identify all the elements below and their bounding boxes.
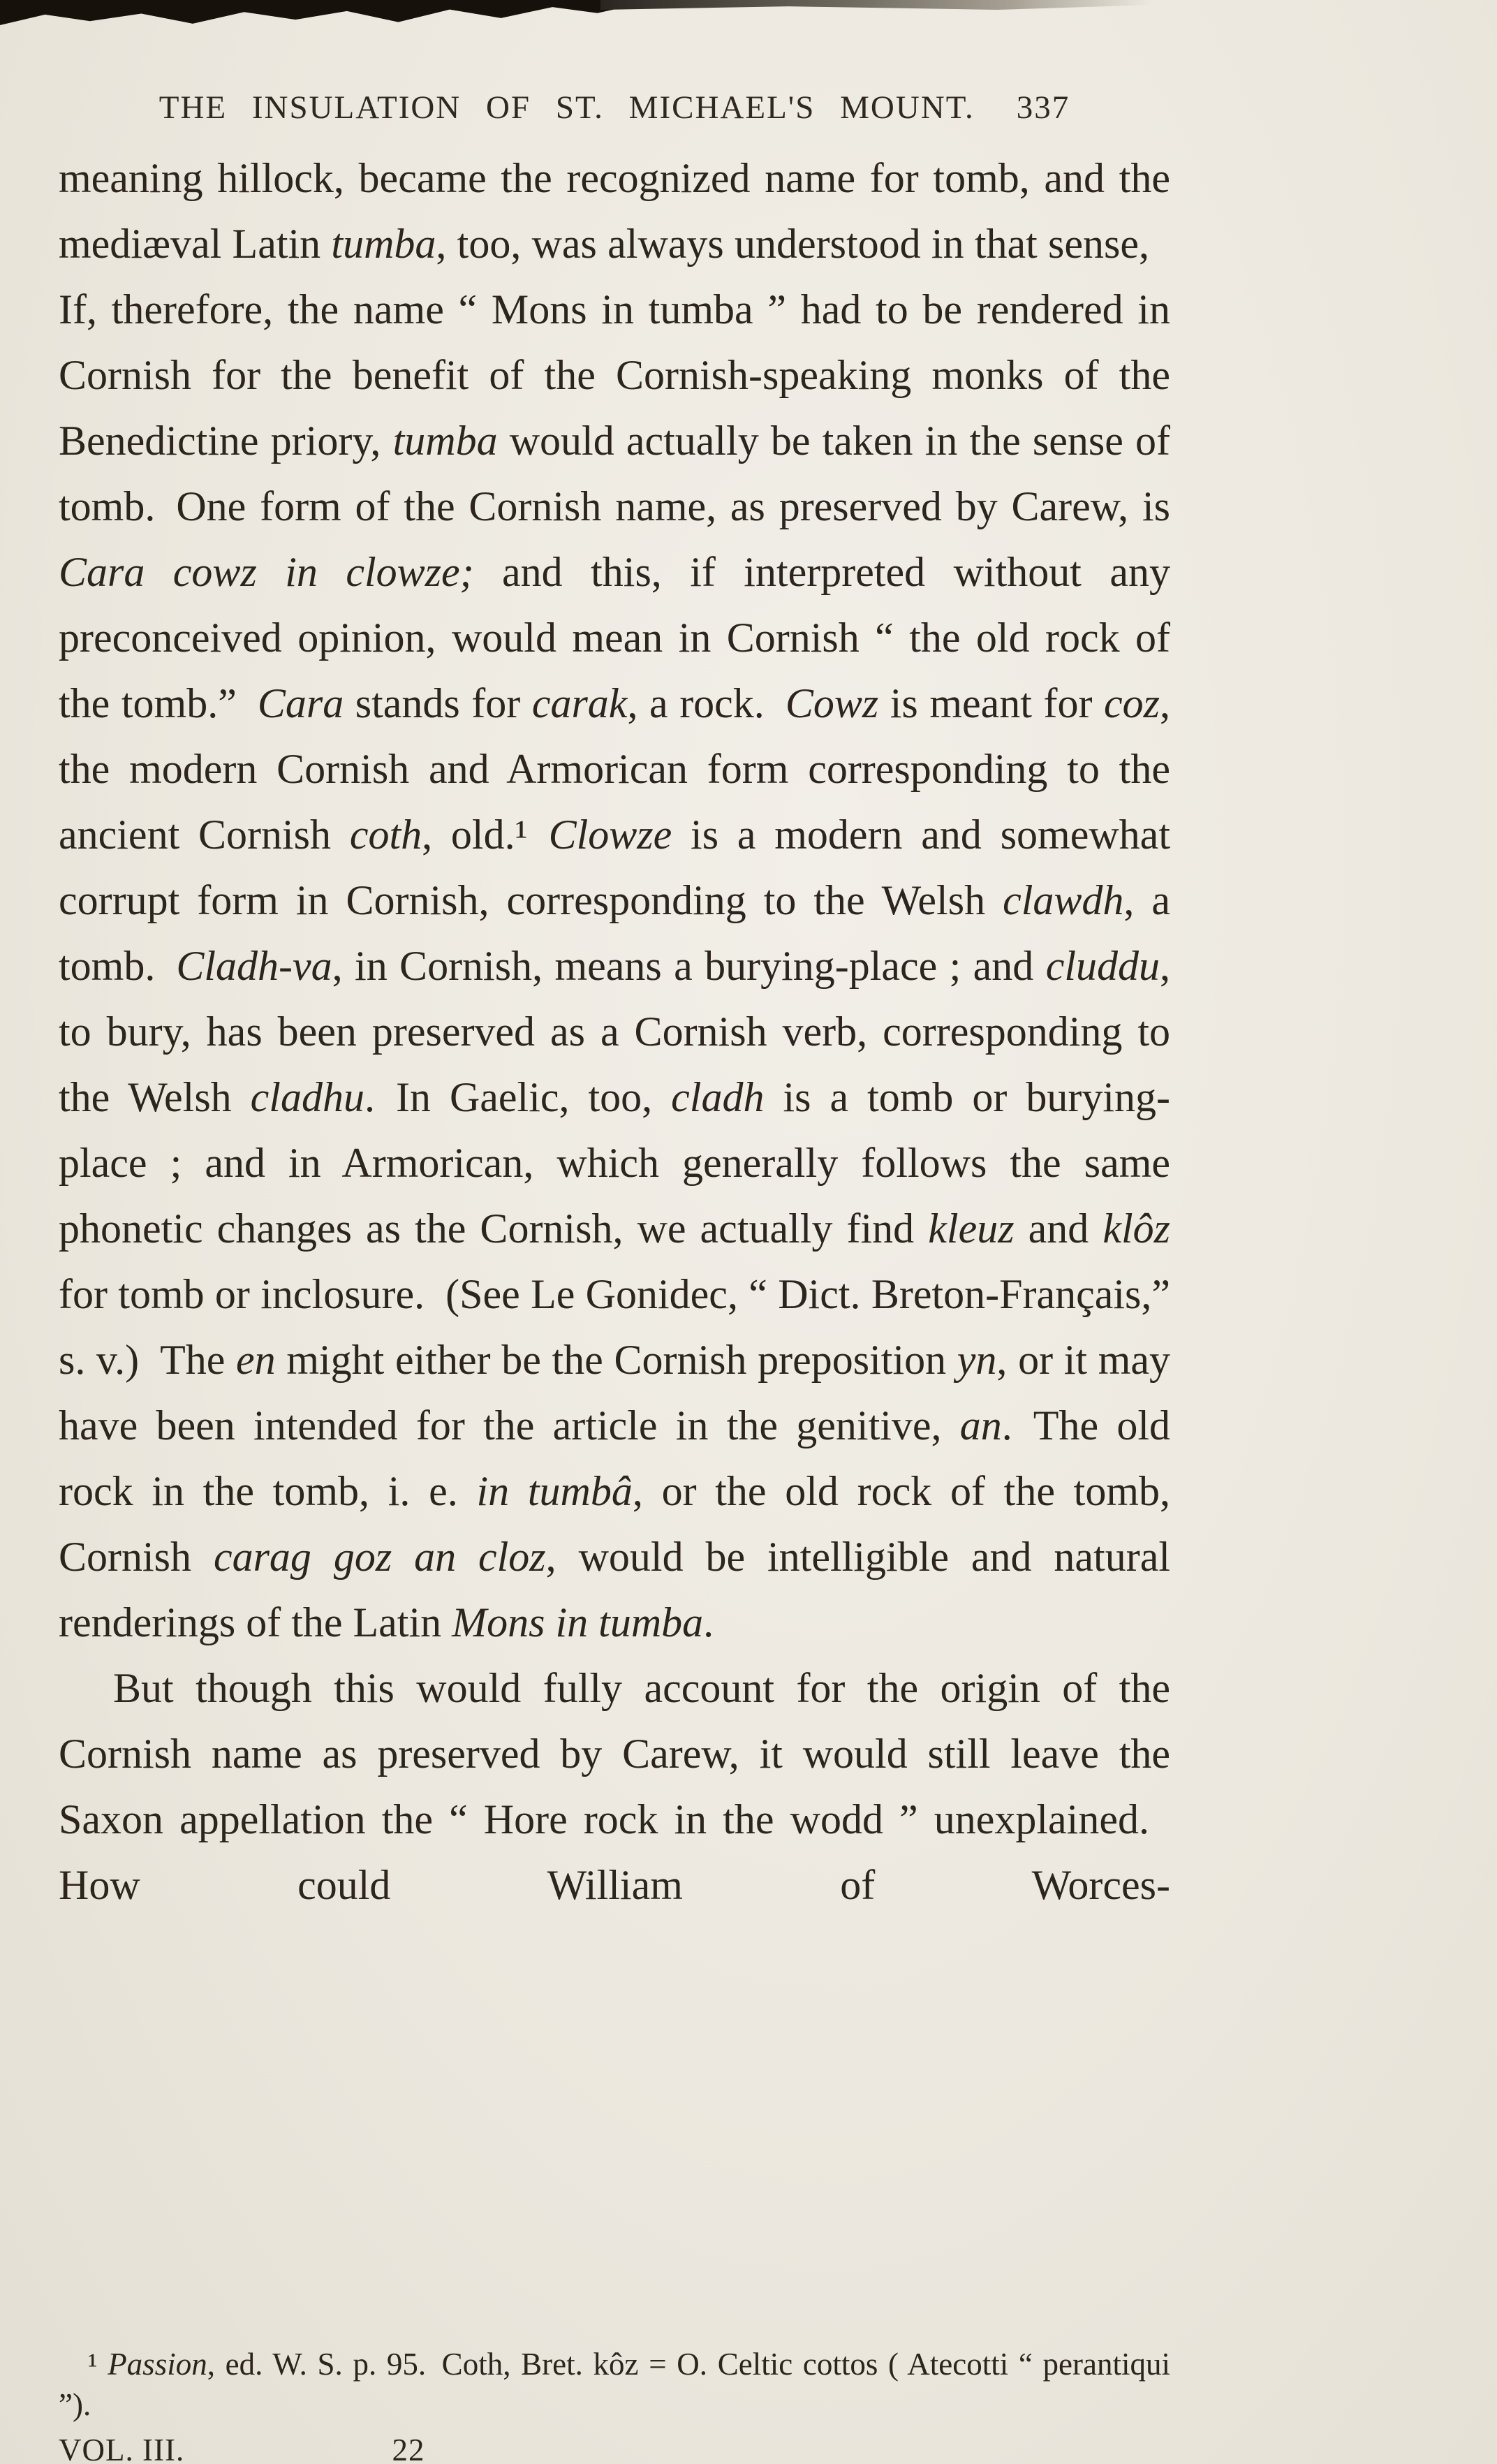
page-content [59, 88, 1170, 1918]
page-bottom-block [59, 2344, 1170, 2464]
signature-number: 22 [392, 2433, 425, 2464]
footnote: ¹ Passion, ed. W. S. p. 95. Coth, Bret. kôz = O. Celtic cottos ( Atecotti “ perantiqui ”). [59, 2347, 1170, 2422]
scan-artifact-torn-edge-dark [0, 0, 642, 25]
body-text [59, 145, 1170, 1918]
paragraph-2: But though this would fully account for the origin of the Cornish name as preserved by Carew, it would still leave the Saxon appellation the “ Hore rock in the wodd ” unexplained. How could William of Worces- [59, 1665, 1170, 1908]
scan-artifact-torn-edge-light [600, 0, 1152, 10]
running-header [59, 88, 1170, 127]
volume-label: VOL. III. [59, 2433, 185, 2464]
page-number: 337 [1016, 89, 1070, 126]
paragraph-1: meaning hillock, became the recognized name for tomb, and the mediæval Latin tumba, too, was always understood in that sense, If, therefore, the name “ Mons in tumba ” had to be rendered in Cornish for the benefit of the Cornish-speaking monks of the Benedictine priory, tumba would actually be taken in the sense of tomb. One form of the Cornish name, as preserved by Carew, is Cara cowz in clowze; and this, if interpreted without any preconceived opinion, would mean in Cornish “ the old rock of the tomb.” Cara stands for carak, a rock. Cowz is meant for coz, the modern Cornish and Armorican form corresponding to the ancient Cornish coth, old.¹ Clowze is a modern and somewhat corrupt form in Cornish, corresponding to the Welsh clawdh, a tomb. Cladh-va, in Cornish, means a burying-place ; and cluddu, to bury, has been preserved as a Cornish verb, corresponding to the Welsh cladhu. In Gaelic, too, cladh is a tomb or burying-place ; and in Armorican, which generally follows the same phonetic changes as the Cornish, we actually find kleuz and klôz for tomb or inclosure. (See Le Gonidec, “ Dict. Breton-Français,” s. v.) The en might either be the Cornish preposition yn, or it may have been intended for the article in the genitive, an. The old rock in the tomb, i. e. in tumbâ, or the old rock of the tomb, Cornish carag goz an cloz, would be intelligible and natural renderings of the Latin Mons in tumba. [59, 155, 1171, 1645]
page-footer [59, 2430, 1170, 2464]
running-title: THE INSULATION OF ST. MICHAEL'S MOUNT. [158, 89, 975, 126]
